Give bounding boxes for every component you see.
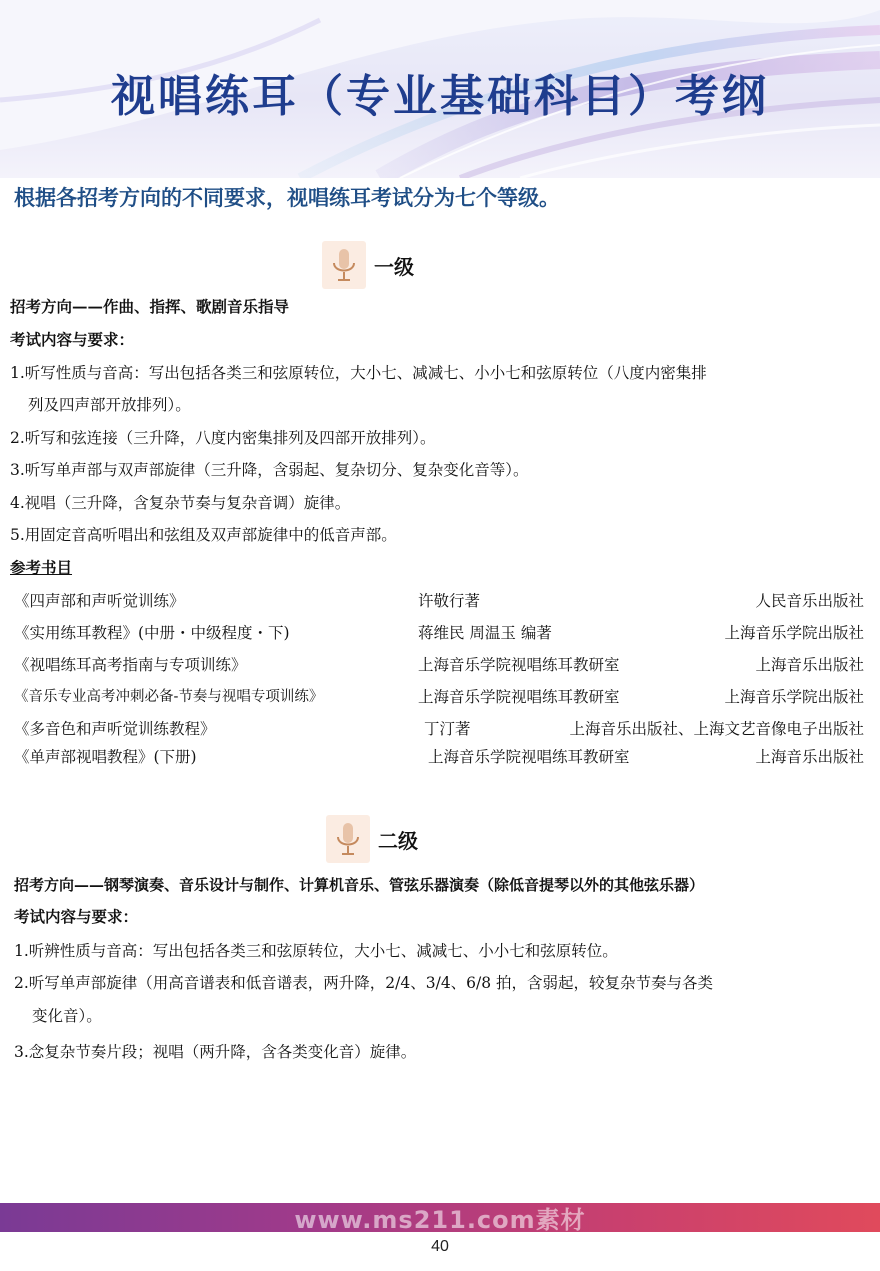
page-number: 40 bbox=[431, 1238, 449, 1255]
book-author: 上海音乐学院视唱练耳教研室 bbox=[418, 688, 620, 706]
books-heading: 参考书目 bbox=[10, 558, 73, 577]
microphone-icon bbox=[322, 241, 366, 289]
level1-item: 列及四声部开放排列）。 bbox=[28, 396, 191, 414]
book-row bbox=[14, 590, 864, 612]
book-author: 丁汀著 bbox=[424, 720, 471, 738]
book-title: 《四声部和声听觉训练》 bbox=[14, 592, 185, 610]
level2-item: 2.听写单声部旋律（用高音谱表和低音谱表，两升降，2/4、3/4、6/8 拍，含弱起，较复杂节奏与各类 bbox=[14, 974, 714, 992]
level2-direction: 招考方向——钢琴演奏、音乐设计与制作、计算机音乐、管弦乐器演奏（除低音提琴以外的其他弦乐器） bbox=[14, 876, 705, 894]
level1-direction: 招考方向——作曲、指挥、歌剧音乐指导 bbox=[10, 297, 290, 316]
level1-item: 2.听写和弦连接（三升降，八度内密集排列及四部开放排列）。 bbox=[10, 429, 436, 447]
book-title: 《单声部视唱教程》(下册) bbox=[14, 748, 197, 766]
level2-item: 变化音）。 bbox=[32, 1007, 102, 1025]
level2-item: 3.念复杂节奏片段；视唱（两升降，含各类变化音）旋律。 bbox=[14, 1043, 417, 1061]
book-title: 《视唱练耳高考指南与专项训练》 bbox=[14, 656, 247, 674]
level2-requirements-heading: 考试内容与要求： bbox=[14, 907, 139, 926]
book-publisher: 上海音乐出版社、上海文艺音像电子出版社 bbox=[569, 720, 864, 738]
level1-item: 4.视唱（三升降，含复杂节奏与复杂音调）旋律。 bbox=[10, 494, 351, 512]
book-author: 许敬行著 bbox=[418, 592, 481, 610]
book-row bbox=[14, 686, 864, 708]
level2-heading bbox=[326, 814, 418, 864]
book-title: 《音乐专业高考冲刺必备-节奏与视唱专项训练》 bbox=[14, 689, 324, 705]
intro-text: 根据各招考方向的不同要求，视唱练耳考试分为七个等级。 bbox=[14, 186, 560, 210]
book-author: 蒋维民 周温玉 编著 bbox=[418, 624, 552, 642]
level1-item: 5.用固定音高听唱出和弦组及双声部旋律中的低音声部。 bbox=[10, 526, 397, 544]
book-row bbox=[14, 622, 864, 644]
book-publisher: 上海音乐学院出版社 bbox=[724, 688, 864, 706]
microphone-icon bbox=[326, 815, 370, 863]
book-row bbox=[14, 718, 864, 740]
level1-item: 3.听写单声部与双声部旋律（三升降，含弱起、复杂切分、复杂变化音等）。 bbox=[10, 461, 529, 479]
level1-item: 1.听写性质与音高：写出包括各类三和弦原转位，大小七、减减七、小小七和弦原转位（八度内密集排 bbox=[10, 364, 707, 382]
book-row bbox=[14, 654, 864, 676]
level2-item: 1.听辨性质与音高：写出包括各类三和弦原转位，大小七、减减七、小小七和弦原转位。 bbox=[14, 942, 618, 960]
book-publisher: 人民音乐出版社 bbox=[755, 592, 864, 610]
level2-label: 二级 bbox=[378, 828, 418, 853]
watermark-text: www.ms211.com素材 bbox=[294, 1206, 586, 1234]
header-banner bbox=[0, 0, 880, 178]
level1-label: 一级 bbox=[374, 254, 414, 279]
book-title: 《多音色和声听觉训练教程》 bbox=[14, 720, 216, 738]
book-publisher: 上海音乐学院出版社 bbox=[724, 624, 864, 642]
book-publisher: 上海音乐出版社 bbox=[755, 656, 864, 674]
book-row bbox=[14, 746, 864, 768]
book-author: 上海音乐学院视唱练耳教研室 bbox=[418, 656, 620, 674]
level1-requirements-heading: 考试内容与要求： bbox=[10, 330, 135, 349]
book-publisher: 上海音乐出版社 bbox=[755, 748, 864, 766]
book-author: 上海音乐学院视唱练耳教研室 bbox=[428, 748, 630, 766]
book-title: 《实用练耳教程》(中册・中级程度・下) bbox=[14, 624, 290, 642]
level1-heading bbox=[322, 240, 414, 290]
page-title: 视唱练耳（专业基础科目）考纲 bbox=[111, 71, 769, 122]
